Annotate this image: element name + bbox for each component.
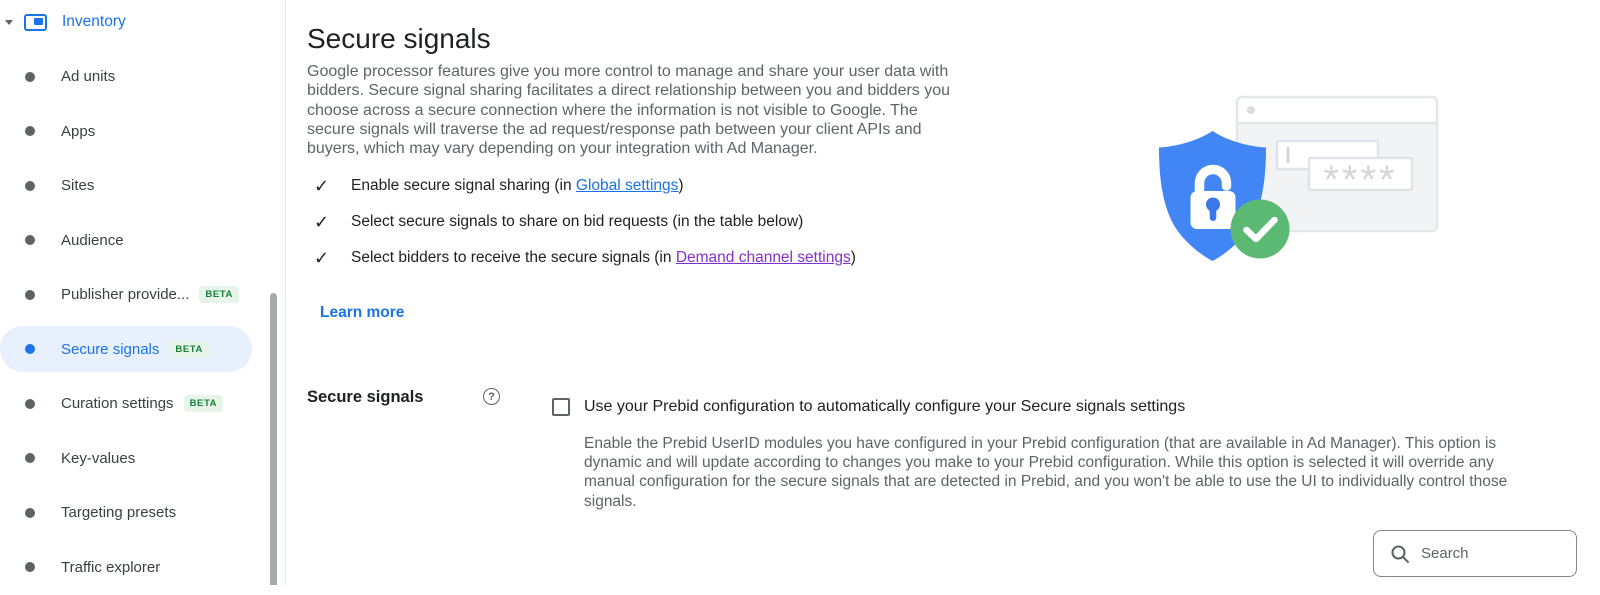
bullet-icon [25,508,35,518]
sidebar-item-audience[interactable]: Audience [0,213,285,268]
sidebar-item-apps[interactable]: Apps [0,104,285,159]
bullet-icon [25,562,35,572]
chevron-down-icon[interactable] [5,20,13,25]
checklist-text: Select bidders to receive the secure signals (in [351,249,676,266]
checkmark-icon: ✓ [314,211,336,233]
prebid-config-note: Enable the Prebid UserID modules you have configured in your Prebid configuration (that are available in Ad Manager). This option is dynamic and will update according to changes you make to your Prebid configuration. While this option is selected it will override any manual configuration for the secure signals that are detected in Prebid, and you won't be able to use the UI to individually control those signals. [584,434,1532,511]
sidebar-item-publisher-provided[interactable]: Publisher provide... BETA [0,268,285,323]
bullet-icon [25,126,35,136]
secure-signals-illustration [1130,80,1460,280]
sidebar-item-targeting-presets[interactable]: Targeting presets [0,486,285,541]
checklist-item [314,211,856,233]
bullet-icon [25,453,35,463]
sidebar-item-secure-signals[interactable]: Secure signals BETA [0,322,285,377]
intro-paragraph: Google processor features give you more control to manage and share your user data with bidders. Secure signal sharing facilitates a direct relationship between you and bidders you choose across a secure connection where the information is not visible to Google. The secure signals will traverse the ad request/response path between your client APIs and buyers, which may vary depending on your integration with Ad Manager. [307,62,955,158]
page-title: Secure signals [307,23,491,55]
password-field [1309,158,1412,202]
beta-badge: BETA [184,395,224,412]
beta-badge: BETA [199,286,239,303]
checkmark-icon: ✓ [314,247,336,269]
sidebar-item-sites[interactable]: Sites [0,159,285,214]
checklist-text-suffix: ) [678,177,683,194]
setup-checklist [314,175,856,283]
search-icon [1390,544,1410,564]
checklist-text: Select secure signals to share on bid requests (in the table below) [351,213,803,230]
bullet-icon [25,290,35,300]
checklist-item [314,247,856,269]
beta-badge: BETA [169,341,209,358]
checklist-text-suffix: ) [851,249,856,266]
sidebar-section-label: Inventory [62,13,126,31]
bullet-icon [25,399,35,409]
section-heading: Secure signals [307,388,423,407]
prebid-config-checkbox[interactable] [552,398,570,416]
checklist-text: Enable secure signal sharing (in [351,177,576,194]
demand-channel-settings-link[interactable]: Demand channel settings [676,249,851,266]
search-input[interactable] [1421,545,1571,562]
sidebar-section-inventory[interactable] [0,0,285,50]
search-box[interactable] [1373,530,1577,577]
checkmark-icon: ✓ [314,175,336,197]
checklist-item [314,175,856,197]
bullet-icon [25,181,35,191]
sidebar-item-key-values[interactable]: Key-values [0,431,285,486]
sidebar-scrollbar-thumb[interactable] [270,293,277,585]
check-badge-icon [1231,200,1290,259]
sidebar-nav [0,0,285,595]
help-icon[interactable]: ? [483,388,500,405]
bullet-icon [25,72,35,82]
window-dot-icon [1247,106,1255,114]
inventory-icon [24,14,47,31]
learn-more-link[interactable]: Learn more [320,304,404,322]
bullet-icon [25,235,35,245]
sidebar-item-curation-settings[interactable]: Curation settings BETA [0,377,285,432]
sidebar-item-traffic-explorer[interactable]: Traffic explorer [0,540,285,595]
sidebar-item-ad-units[interactable]: Ad units [0,50,285,105]
global-settings-link[interactable]: Global settings [576,177,679,194]
prebid-config-checkbox-label: Use your Prebid configuration to automatically configure your Secure signals settings [584,398,1185,416]
password-mask: **** [1323,158,1397,202]
sidebar [0,0,286,585]
